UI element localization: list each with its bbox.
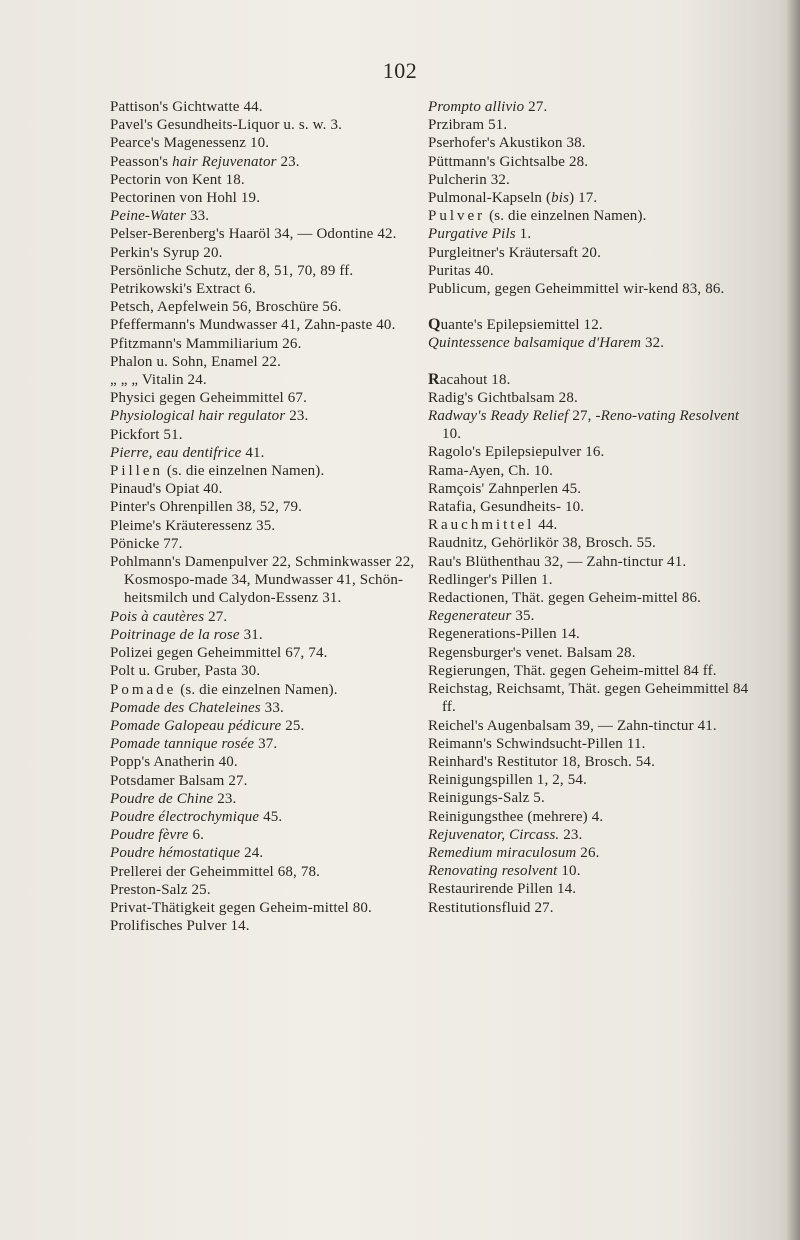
index-entry <box>110 207 415 225</box>
index-entry <box>428 516 758 534</box>
entry-text: Pserhofer's Akustikon 38. <box>428 135 586 152</box>
index-entry <box>428 262 758 280</box>
index-entry <box>428 534 758 552</box>
entry-text: bis <box>551 190 570 207</box>
entry-text: Ratafia, Gesundheits- 10. <box>428 499 585 516</box>
entry-text: Purgleitner's Kräutersaft 20. <box>428 244 601 261</box>
entry-text: 31. <box>239 626 263 643</box>
entry-text: Pomade <box>110 681 177 698</box>
index-entry <box>110 189 415 207</box>
entry-text: Publicum, gegen Geheimmittel wir-kend 83, 86. <box>428 281 725 298</box>
entry-text: 23. <box>559 826 583 843</box>
entry-text: Puritas 40. <box>428 262 494 279</box>
index-entry <box>110 171 415 189</box>
entry-text: Pattison's Gichtwatte 44. <box>110 99 263 115</box>
entry-text: 10. <box>442 426 462 443</box>
entry-text: Pleime's Kräuteressenz 35. <box>110 517 276 534</box>
entry-text: Rejuvenator, Circass. <box>428 826 560 843</box>
entry-text: Prolifisches Pulver 14. <box>110 918 250 935</box>
index-entry <box>110 790 415 808</box>
index-entry <box>428 189 758 207</box>
entry-text: Pinaud's Opiat 40. <box>110 481 223 498</box>
section-initial: Q <box>428 316 441 334</box>
index-entry <box>428 662 758 680</box>
index-entry <box>428 480 758 498</box>
index-entry <box>428 116 758 134</box>
index-entry <box>428 389 758 407</box>
entry-text: Prompto allivio <box>428 99 525 115</box>
entry-text: Restitutionsfluid 27. <box>428 899 554 916</box>
index-entry <box>428 225 758 243</box>
index-entry <box>110 116 415 134</box>
entry-text: „ „ „ Vitalin 24. <box>110 372 207 389</box>
index-entry <box>110 444 415 462</box>
entry-text: Pomade des Chateleines <box>110 699 261 716</box>
entry-text: Pulver <box>428 208 486 225</box>
index-column-right <box>428 98 758 917</box>
index-entry <box>428 808 758 826</box>
index-entry <box>110 662 415 680</box>
index-entry <box>428 134 758 152</box>
entry-text: 33. <box>260 699 284 716</box>
index-entry <box>428 771 758 789</box>
index-entry <box>110 262 415 280</box>
entry-text: Reinigungs-Salz 5. <box>428 790 545 807</box>
entry-text: Regierungen, Thät. gegen Geheim-mittel 84 ff. <box>428 662 717 679</box>
entry-text: Reinhard's Restitutor 18, Brosch. 54. <box>428 753 655 770</box>
entry-text: 24. <box>240 845 264 862</box>
entry-text: 23. <box>276 153 300 170</box>
entry-text: Reinigungspillen 1, 2, 54. <box>428 772 587 789</box>
index-entry <box>428 644 758 662</box>
index-column-left <box>110 98 415 935</box>
index-entry <box>110 772 415 790</box>
index-entry <box>110 826 415 844</box>
entry-text: Persönliche Schutz, der 8, 51, 70, 89 ff. <box>110 262 354 279</box>
index-entry <box>428 371 758 389</box>
entry-text: 10. <box>557 863 581 880</box>
entry-text: Petrikowski's Extract 6. <box>110 281 256 298</box>
entry-text: Pelser-Berenberg's Haaröl 34, — Odontine 42. <box>110 226 397 243</box>
entry-text: Pearce's Magenessenz 10. <box>110 135 270 152</box>
index-entry <box>428 443 758 461</box>
entry-text: 33. <box>186 208 210 225</box>
entry-text: 44. <box>534 517 558 534</box>
entry-text: Regensburger's venet. Balsam 28. <box>428 644 636 661</box>
entry-text: Quintessence balsamique d'Harem <box>428 335 642 352</box>
index-entry <box>110 608 415 626</box>
entry-text: 25. <box>281 717 305 734</box>
entry-text: Physici gegen Geheimmittel 67. <box>110 390 307 407</box>
index-entry <box>110 626 415 644</box>
index-entry <box>428 407 758 443</box>
entry-text: Pfitzmann's Mammiliarium 26. <box>110 335 302 352</box>
entry-text: Privat-Thätigkeit gegen Geheim-mittel 80. <box>110 899 372 916</box>
index-entry <box>110 699 415 717</box>
page-number: 102 <box>382 58 418 83</box>
entry-text: Reinigungsthee (mehrere) 4. <box>428 808 604 825</box>
index-entry <box>110 98 415 116</box>
entry-text: Poudre fèvre <box>110 827 189 844</box>
entry-text: Poudre électrochymique <box>110 808 260 825</box>
entry-text: Purgative Pils <box>428 226 516 243</box>
index-entry <box>428 625 758 643</box>
index-entry <box>428 717 758 735</box>
entry-text: Reichstag, Reichsamt, Thät. gegen Geheimmittel 84 ff. <box>428 681 749 716</box>
entry-text: Raudnitz, Gehörlikör 38, Brosch. 55. <box>428 535 656 552</box>
entry-text: Preston-Salz 25. <box>110 881 211 898</box>
index-entry <box>110 225 415 243</box>
index-entry <box>428 498 758 516</box>
section-initial: R <box>428 370 440 388</box>
entry-text: (s. die einzelnen Namen). <box>176 681 338 698</box>
entry-text: Radway's Ready Relief <box>428 408 569 425</box>
entry-text: Pillen <box>110 463 164 480</box>
entry-text: Pickfort 51. <box>110 426 183 443</box>
index-entry <box>110 134 415 152</box>
entry-text: Poitrinage de la rose <box>110 626 240 643</box>
entry-text: Potsdamer Balsam 27. <box>110 772 248 789</box>
entry-text: 27. <box>204 608 228 625</box>
index-entry <box>110 153 415 171</box>
entry-text: hair Rejuvenator <box>172 153 277 170</box>
entry-text: Przibram 51. <box>428 117 508 134</box>
index-entry <box>110 316 415 334</box>
index-entry <box>428 680 758 716</box>
entry-text: (s. die einzelnen Namen). <box>485 208 647 225</box>
index-entry <box>428 753 758 771</box>
entry-text: Regenerations-Pillen 14. <box>428 626 580 643</box>
index-entry <box>110 517 415 535</box>
entry-text: Pois à cautères <box>110 608 205 625</box>
entry-text: 23. <box>285 408 309 425</box>
index-entry <box>428 98 758 116</box>
index-entry <box>110 535 415 553</box>
index-entry <box>110 335 415 353</box>
index-entry <box>110 717 415 735</box>
entry-text: Radig's Gichtbalsam 28. <box>428 389 578 406</box>
entry-text: Rama-Ayen, Ch. 10. <box>428 462 554 479</box>
entry-text: Restaurirende Pillen 14. <box>428 881 577 898</box>
entry-text: Remedium miraculosum <box>428 844 577 861</box>
entry-text: Ramçois' Zahnperlen 45. <box>428 480 582 497</box>
entry-text: uante's Epilepsiemittel 12. <box>440 317 603 334</box>
entry-text: (s. die einzelnen Namen). <box>163 463 325 480</box>
index-entry <box>428 207 758 225</box>
entry-text: Reno-vating Resolvent <box>600 408 740 425</box>
index-entry <box>428 280 758 298</box>
entry-text: ) 17. <box>569 190 598 207</box>
entry-text: Poudre de Chine <box>110 790 214 807</box>
entry-text: 37. <box>254 736 278 753</box>
entry-text: 1. <box>515 226 532 243</box>
entry-text: Petsch, Aepfelwein 56, Broschüre 56. <box>110 299 342 316</box>
index-entry <box>110 407 415 425</box>
entry-text: 41. <box>241 444 265 461</box>
index-entry <box>110 863 415 881</box>
index-entry <box>110 298 415 316</box>
entry-text: Pönicke 77. <box>110 535 183 552</box>
entry-text: Peasson's <box>110 153 173 170</box>
entry-text: Polizei gegen Geheimmittel 67, 74. <box>110 645 328 662</box>
entry-text: Redactionen, Thät. gegen Geheim-mittel 86. <box>428 590 702 607</box>
entry-text: Rau's Blüthenthau 32, — Zahn-tinctur 41. <box>428 553 687 570</box>
index-entry <box>428 571 758 589</box>
index-entry <box>428 789 758 807</box>
entry-text: Redlinger's Pillen 1. <box>428 571 553 588</box>
entry-text: Reimann's Schwindsucht-Pillen 11. <box>428 735 646 752</box>
index-entry <box>110 553 415 608</box>
entry-text: Pulcherin 32. <box>428 171 510 188</box>
entry-text: Ragolo's Epilepsiepulver 16. <box>428 444 605 461</box>
index-entry <box>110 371 415 389</box>
index-entry <box>110 480 415 498</box>
index-entry <box>428 826 758 844</box>
index-entry <box>110 244 415 262</box>
index-entry <box>428 899 758 917</box>
entry-text: 45. <box>259 808 283 825</box>
entry-text: 32. <box>641 335 665 352</box>
index-entry <box>428 316 758 334</box>
index-entry <box>428 589 758 607</box>
index-entry <box>110 808 415 826</box>
entry-text: Pectorin von Kent 18. <box>110 171 245 188</box>
page-edge-shadow <box>786 0 800 1240</box>
section-gap <box>428 353 758 371</box>
index-entry <box>110 917 415 935</box>
index-entry <box>110 681 415 699</box>
entry-text: Pohlmann's Damenpulver 22, Schminkwasser 22, Kosmospo-made 34, Mundwasser 41, Schön-heitsmilch und Calydon-Essenz 31. <box>110 554 415 607</box>
index-entry <box>428 171 758 189</box>
index-entry <box>110 280 415 298</box>
index-entry <box>428 880 758 898</box>
index-entry <box>110 389 415 407</box>
entry-text: Pectorinen von Hohl 19. <box>110 190 261 207</box>
entry-text: 26. <box>576 844 600 861</box>
entry-text: Rauchmittel <box>428 517 535 534</box>
entry-text: Perkin's Syrup 20. <box>110 244 223 261</box>
index-entry <box>110 753 415 771</box>
entry-text: Pulmonal-Kapseln ( <box>428 190 552 207</box>
index-entry <box>428 334 758 352</box>
entry-text: Pierre, eau dentifrice <box>110 444 242 461</box>
index-entry <box>428 735 758 753</box>
index-entry <box>110 353 415 371</box>
index-entry <box>110 899 415 917</box>
index-entry <box>110 844 415 862</box>
index-entry <box>428 862 758 880</box>
index-entry <box>428 153 758 171</box>
index-entry <box>110 426 415 444</box>
entry-text: 27, - <box>568 408 601 425</box>
entry-text: Pomade tannique rosée <box>110 736 255 753</box>
entry-text: Pfeffermann's Mundwasser 41, Zahn-paste 40. <box>110 317 396 334</box>
entry-text: Regenerateur <box>428 608 512 625</box>
index-entry <box>110 498 415 516</box>
entry-text: Renovating resolvent <box>428 863 558 880</box>
entry-text: Püttmann's Gichtsalbe 28. <box>428 153 589 170</box>
index-entry <box>110 644 415 662</box>
index-entry <box>110 462 415 480</box>
index-entry <box>428 553 758 571</box>
index-entry <box>428 607 758 625</box>
entry-text: 27. <box>524 99 548 115</box>
entry-text: Popp's Anatherin 40. <box>110 754 238 771</box>
section-gap <box>428 298 758 316</box>
entry-text: Peine-Water <box>110 208 187 225</box>
entry-text: Physiological hair regulator <box>110 408 286 425</box>
entry-text: Pomade Galopeau pédicure <box>110 717 282 734</box>
index-entry <box>428 244 758 262</box>
index-entry <box>110 735 415 753</box>
index-entry <box>428 462 758 480</box>
entry-text: Reichel's Augenbalsam 39, — Zahn-tinctur 41. <box>428 717 717 734</box>
entry-text: Polt u. Gruber, Pasta 30. <box>110 663 261 680</box>
entry-text: 6. <box>188 827 205 844</box>
entry-text: Phalon u. Sohn, Enamel 22. <box>110 353 281 370</box>
entry-text: 23. <box>213 790 237 807</box>
entry-text: Pavel's Gesundheits-Liquor u. s. w. 3. <box>110 117 342 134</box>
entry-text: Poudre hémostatique <box>110 845 241 862</box>
entry-text: Pinter's Ohrenpillen 38, 52, 79. <box>110 499 303 516</box>
index-entry <box>110 881 415 899</box>
entry-text: Prellerei der Geheimmittel 68, 78. <box>110 863 321 880</box>
index-entry <box>428 844 758 862</box>
entry-text: acahout 18. <box>439 371 511 388</box>
entry-text: 35. <box>511 608 535 625</box>
